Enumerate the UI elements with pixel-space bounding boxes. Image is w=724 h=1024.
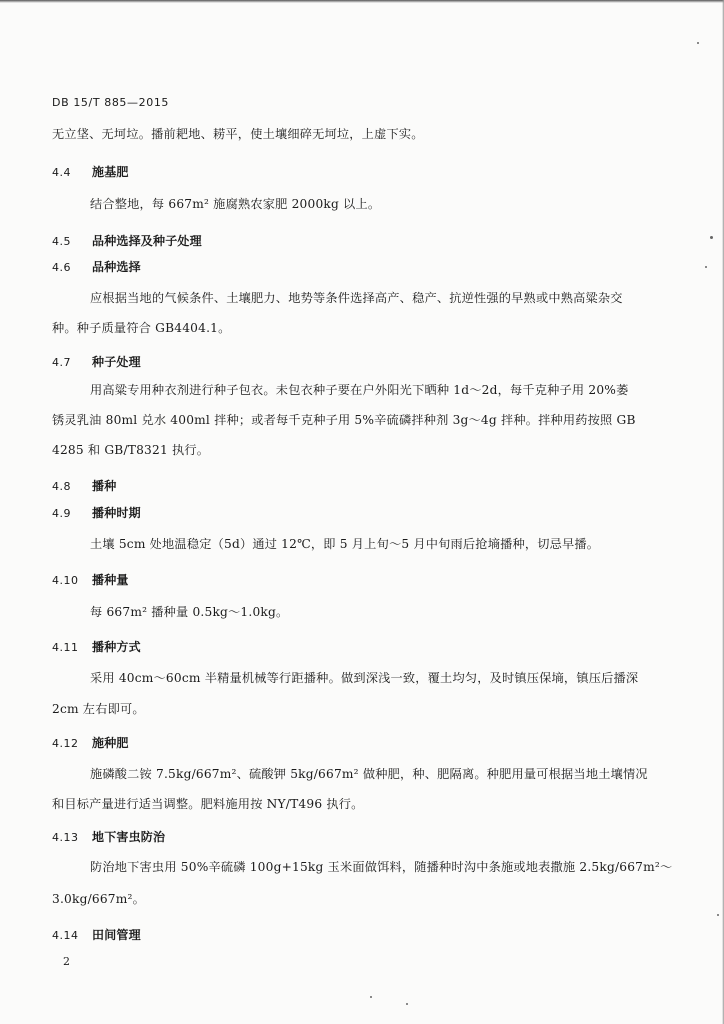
section-title: 施基肥 bbox=[92, 165, 129, 179]
section-number: 4.12 bbox=[52, 737, 79, 750]
section-heading-4-10 bbox=[52, 574, 129, 586]
section-heading-4-4 bbox=[52, 166, 129, 178]
section-number: 4.10 bbox=[52, 574, 79, 587]
paragraph-line: 每 667m² 播种量 0.5kg～1.0kg。 bbox=[90, 605, 289, 619]
paragraph-line: 采用 40cm～60cm 半精量机械等行距播种。做到深浅一致，覆土均匀，及时镇压保墒，镇压后播深 bbox=[90, 671, 639, 685]
scan-speck bbox=[406, 1003, 408, 1005]
scan-speck bbox=[717, 914, 719, 916]
section-heading-4-6 bbox=[52, 261, 141, 273]
scan-edge-top bbox=[0, 0, 724, 3]
section-number: 4.7 bbox=[52, 356, 71, 369]
paragraph-line: 无立垡、无坷垃。播前耙地、耢平，使土壤细碎无坷垃，上虚下实。 bbox=[52, 127, 424, 141]
section-heading-4-7 bbox=[52, 356, 141, 368]
section-title: 播种方式 bbox=[92, 640, 141, 654]
section-number: 4.6 bbox=[52, 261, 71, 274]
section-heading-4-11 bbox=[52, 641, 141, 653]
section-title: 施种肥 bbox=[92, 736, 129, 750]
paragraph-line: 3.0kg/667m²。 bbox=[52, 892, 145, 906]
paragraph-line: 土壤 5cm 处地温稳定（5d）通过 12℃，即 5 月上旬～5 月中旬雨后抢墒播种，切忌早播。 bbox=[90, 537, 600, 551]
scan-speck bbox=[705, 266, 707, 268]
scan-speck bbox=[710, 236, 713, 239]
section-heading-4-5 bbox=[52, 235, 202, 247]
section-title: 田间管理 bbox=[92, 928, 141, 942]
section-heading-4-14 bbox=[52, 929, 141, 941]
section-number: 4.9 bbox=[52, 507, 71, 520]
scan-speck bbox=[370, 996, 372, 998]
section-title: 种子处理 bbox=[92, 355, 141, 369]
section-title: 地下害虫防治 bbox=[92, 830, 166, 844]
section-heading-4-8 bbox=[52, 480, 116, 492]
paragraph-line: 结合整地，每 667m² 施腐熟农家肥 2000kg 以上。 bbox=[90, 197, 381, 211]
paragraph-line: 种。种子质量符合 GB4404.1。 bbox=[52, 321, 231, 335]
section-number: 4.11 bbox=[52, 641, 79, 654]
section-title: 品种选择 bbox=[92, 260, 141, 274]
document-id-header: DB 15/T 885—2015 bbox=[52, 96, 170, 109]
section-title: 播种 bbox=[92, 479, 117, 493]
paragraph-line: 和目标产量进行适当调整。肥料施用按 NY/T496 执行。 bbox=[52, 797, 364, 811]
paragraph-line: 用高粱专用种衣剂进行种子包衣。未包衣种子要在户外阳光下晒种 1d～2d，每千克种子用 20%萎 bbox=[90, 383, 629, 397]
section-heading-4-9 bbox=[52, 507, 141, 519]
paragraph-line: 应根据当地的气候条件、土壤肥力、地势等条件选择高产、稳产、抗逆性强的早熟或中熟高粱杂交 bbox=[90, 291, 623, 305]
section-number: 4.4 bbox=[52, 166, 71, 179]
section-title: 品种选择及种子处理 bbox=[92, 234, 202, 248]
paragraph-line: 施磷酸二铵 7.5kg/667m²、硫酸钾 5kg/667m² 做种肥，种、肥隔离。种肥用量可根据当地土壤情况 bbox=[90, 767, 648, 781]
section-heading-4-13 bbox=[52, 831, 165, 843]
paragraph-line: 2cm 左右即可。 bbox=[52, 702, 145, 716]
page-number: 2 bbox=[63, 955, 71, 968]
section-title: 播种时期 bbox=[92, 506, 141, 520]
paragraph-line: 锈灵乳油 80ml 兑水 400ml 拌种；或者每千克种子用 5%辛硫磷拌种剂 3g～4g 拌种。拌种用药按照 GB bbox=[52, 413, 636, 427]
section-title: 播种量 bbox=[92, 573, 129, 587]
section-number: 4.8 bbox=[52, 480, 71, 493]
paragraph-line: 防治地下害虫用 50%辛硫磷 100g+15kg 玉米面做饵料，随播种时沟中条施或地表撒施 2.5kg/667m²～ bbox=[90, 860, 673, 874]
scan-speck bbox=[697, 42, 699, 44]
section-number: 4.13 bbox=[52, 831, 79, 844]
paragraph-line: 4285 和 GB/T8321 执行。 bbox=[52, 443, 210, 457]
section-number: 4.14 bbox=[52, 929, 79, 942]
section-number: 4.5 bbox=[52, 235, 71, 248]
section-heading-4-12 bbox=[52, 737, 129, 749]
